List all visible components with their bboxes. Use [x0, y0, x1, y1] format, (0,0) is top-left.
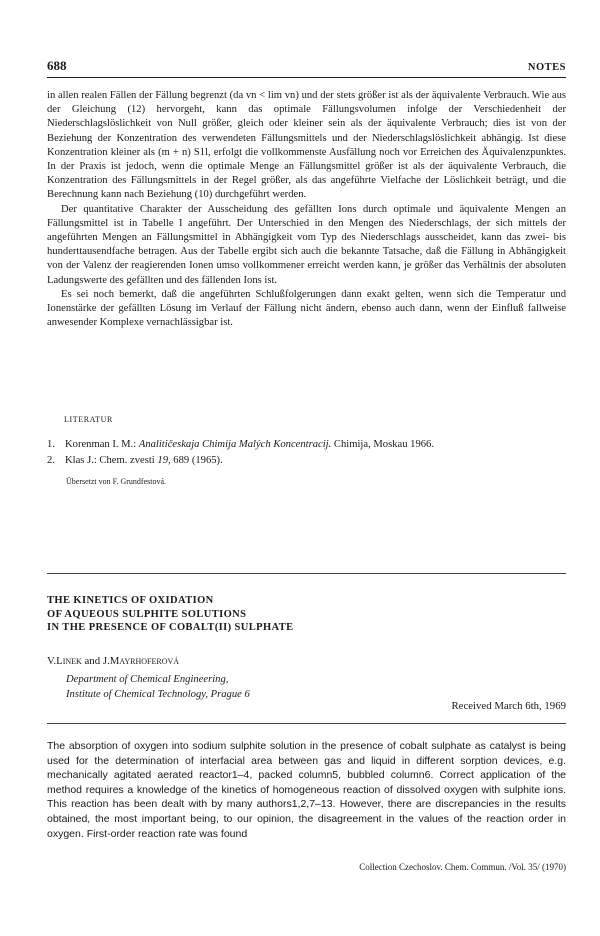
- author-name: Mayrhoferová: [109, 655, 180, 667]
- german-paragraph-3: Es sei noch bemerkt, daß die angeführten Schlußfolgerungen dann exakt gelten, wenn sich die Temperatur und Ionenstärke der gefällten Lösung im Verlauf der Fällung nicht ändern, ebenso auch dann, wenn der Einfluß fallweise anwesender Komplexe vernachlässigbar ist.: [47, 288, 566, 329]
- reference-number: 2.: [47, 455, 55, 466]
- reference-authors: Korenman I. M.:: [65, 439, 139, 450]
- reference-item: [47, 453, 566, 469]
- reference-item: [47, 437, 566, 453]
- received-date: Received March 6th, 1969: [451, 700, 566, 712]
- reference-authors: Klas J.: Chem. zvesti: [65, 455, 158, 466]
- english-body: [47, 739, 566, 841]
- english-paragraph: The absorption of oxygen into sodium sulphite solution in the presence of cobalt sulphate as catalyst is being used for the determination of interfacial area between gas and liquid in different sorption devices, e.g. mechanically agitated aerated reactor1–4, packed column5, bubbled column6. Correct application of the method requires a knowledge of the kinetics of homogeneous reaction of dissolved oxygen with sulphite ions. This reaction has been dealt with by many authors1,2,7–13. However, there are discrepancies in the results obtained, the most important being, to our opinion, the disagreement in the values of the reaction order in oxygen. First-order reaction rate was found: [47, 740, 566, 840]
- journal-footer: Collection Czechoslov. Chem. Commun. /Vol. 35/ (1970): [359, 862, 566, 872]
- abstract-rule: [47, 723, 566, 724]
- german-paragraph-1: in allen realen Fällen der Fällung begrenzt (da vn < lim vn) und der stets größer ist als der äquivalente Verbrauch. Wie aus der Gleichung (12) hervorgeht, kann das optimale Fällungsvolumen infolge der Verschiedenheit der Niederschlagslöslichkeit von Null größer, gleich oder kleiner sein als der äquivalente Verbrauch; dies ist von der Beziehung der Konzentration des verwendeten Fällungsmittels und der Niederschlagslöslichkeit abhängig. Ist diese Konzentration kleiner als (m + n) S1l, erfolgt die vollkommenste Ausfällung noch vor Erreichen des Äquivalenzpunktes. In der Praxis ist jedoch, wenn die optimale Menge an Fällungsmittel größer ist als der äquivalente Verbrauch, die Konzentration des Fällungsmittels in der Regel größer, als das angeführte Vielfache der Löslichkeit beträgt, und die Berechnung kann nach Beziehung (10) durchgeführt werden.: [47, 90, 566, 201]
- reference-text: [65, 453, 223, 469]
- reference-number: 1.: [47, 439, 55, 450]
- reference-text: [65, 437, 434, 453]
- title-line: IN THE PRESENCE OF COBALT(II) SULPHATE: [47, 622, 294, 633]
- article-title: [47, 594, 294, 635]
- translator-credit: Übersetzt von F. Grundfestová.: [66, 477, 167, 486]
- reference-volume: 19,: [157, 455, 171, 466]
- section-separator: [47, 573, 566, 574]
- section-label: NOTES: [527, 62, 566, 73]
- german-body: [47, 89, 566, 330]
- reference-rest: Chimija, Moskau 1966.: [331, 439, 434, 450]
- author-initial: J.: [102, 655, 110, 667]
- page-header: [47, 58, 566, 74]
- reference-rest: 689 (1965).: [170, 455, 223, 466]
- affiliation: [66, 672, 250, 702]
- reference-list: [47, 437, 566, 469]
- german-paragraph-2: Der quantitative Charakter der Ausscheidung des gefällten Ions durch optimale und äquivalente Mengen an Fällungsmittel ist in Tabelle I angeführt. Der Unterschied in den Mengen des Niederschlags, der sich mittels der angeführten Mengen an Fällungsmittel in Abhängigkeit vom Typ des Niederschlags ausscheidet, kann das zwei- bis hunderttausendfache betragen. Aus der Tabelle ergibt sich auch die bekannte Tatsache, daß die Fällung in Abhängigkeit von der Valenz der reagierenden Ionen umso vollkommener erreicht werden kann, je größer das Verhältnis der absoluten Ladungswerte des gefällten und des fällenden Ions ist.: [47, 203, 566, 286]
- literatur-heading: LITERATUR: [64, 415, 113, 424]
- page-number: 688: [47, 58, 67, 73]
- author-conjunction: and: [81, 655, 103, 667]
- affiliation-institute: Institute of Chemical Technology, Prague 6: [66, 689, 250, 700]
- title-line: OF AQUEOUS SULPHITE SOLUTIONS: [47, 608, 247, 620]
- title-line: THE KINETICS OF OXIDATION: [47, 595, 214, 606]
- header-rule: [47, 77, 566, 78]
- author-line: [47, 655, 179, 667]
- author-name: Linek: [56, 655, 82, 667]
- affiliation-department: Department of Chemical Engineering,: [66, 674, 229, 685]
- reference-title: Analitičeskaja Chimija Malých Koncentracij.: [138, 439, 332, 450]
- author-initial: V.: [47, 655, 57, 667]
